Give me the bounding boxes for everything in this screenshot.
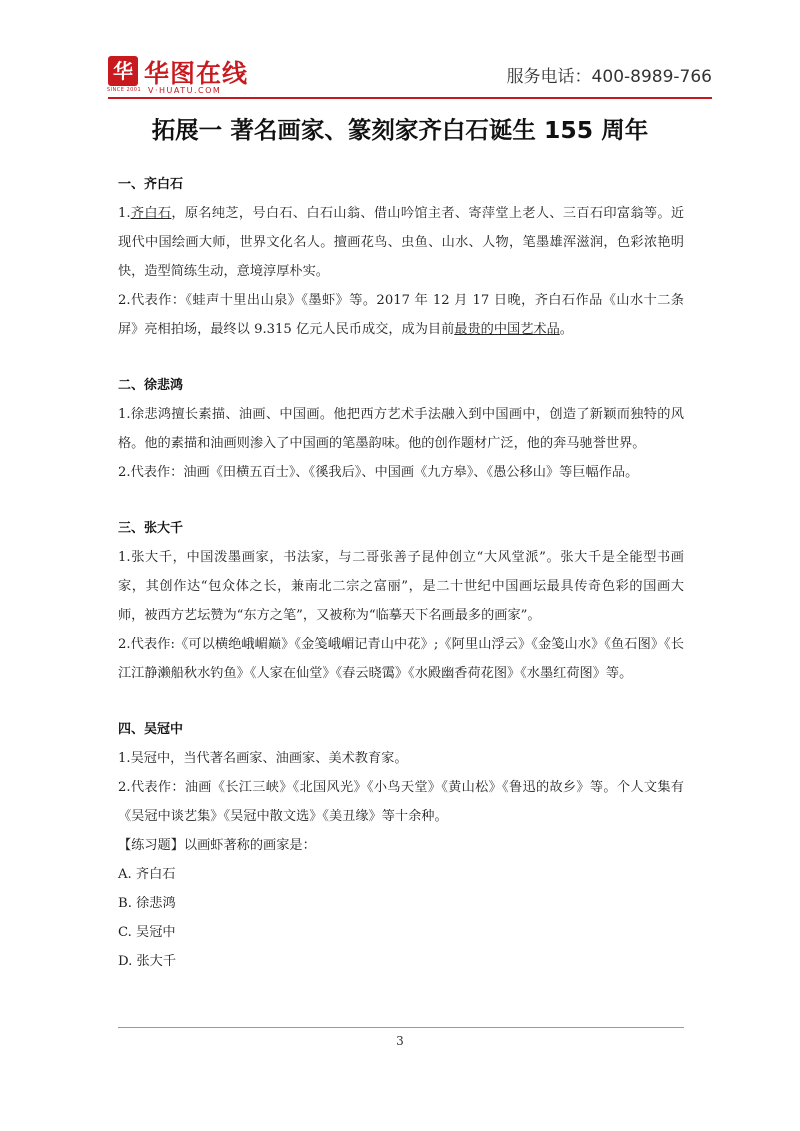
exercise-question: 【练习题】以画虾著称的画家是： [118,838,316,853]
paragraph: 2.代表作:《可以横绝峨嵋巅》《金笺峨嵋记青山中花》;《阿里山浮云》《金笺山水》《鱼石图》《长江江静濑船秋水钓鱼》《人家在仙堂》《春云晓霭》《水殿幽香荷花图》《水墨红荷图》等。 [118,637,684,681]
option-d: D. 张大千 [118,954,177,969]
paragraph: 2.代表作：油画《田横五百士》、《徯我后》、中国画《九方皋》、《愚公移山》等巨幅作品。 [118,465,639,480]
para-text: ，原名纯芝，号白石、白石山翁、借山吟馆主者、寄萍堂上老人、三百石印富翁等。近现代中国绘画大师，世界文化名人。擅画花鸟、虫鱼、山水、人物，笔墨雄浑滋润，色彩浓艳明快，造型简练生动，意境淳厚朴实。 [118,206,685,279]
para-end: 。 [559,322,573,337]
paragraph [118,286,684,344]
section-title: 一、齐白石 [118,177,184,192]
link-most-expensive-art[interactable]: 最贵的中国艺术品 [454,322,560,337]
section-qi-baishi [118,170,684,344]
paragraph: 2.代表作：油画《长江三峡》《北国风光》《小鸟天堂》《黄山松》《鲁迅的故乡》等。个人文集有《吴冠中谈艺集》《吴冠中散文选》《美丑缘》等十余种。 [118,780,684,824]
para-text: 2.代表作：《蛙声十里出山泉》《墨虾》等。2017 年 12 月 17 日晚，齐白石作品《山水十二条屏》亮相拍场，最终以 9.315 亿元人民币成交，成为目前 [118,293,684,337]
document-body [118,170,684,976]
paragraph: 1.吴冠中，当代著名画家、油画家、美术教育家。 [118,751,408,766]
section-title: 二、徐悲鸿 [118,378,184,393]
logo-url: V·HUATU.COM [148,86,222,95]
logo-name: 华图在线 [144,59,249,88]
header-divider [108,97,712,99]
page-title: 拓展一 著名画家、篆刻家齐白石诞生 155 周年 [151,116,649,144]
page-number: 3 [396,1034,404,1048]
link-qi-baishi[interactable]: 齐白石 [130,206,172,221]
option-c: C. 吴冠中 [118,925,176,940]
logo-mark-icon: 华 [108,56,138,86]
logo-since-text: SINCE 2001 [106,87,142,93]
paragraph [118,199,684,286]
option-b: B. 徐悲鸿 [118,896,176,911]
section-wu-guanzhong [118,715,684,976]
paragraph: 1.张大千，中国泼墨画家，书法家，与二哥张善子昆仲创立“大风堂派”。张大千是全能型书画家，其创作达“包众体之长，兼南北二宗之富丽”，是二十世纪中国画坛最具传奇色彩的国画大师，被西方艺坛赞为“东方之笔”，又被称为“临摹天下名画最多的画家”。 [118,550,684,623]
section-xu-beihong [118,371,684,487]
footer-divider [118,1027,684,1028]
para-prefix: 1. [118,206,131,221]
paragraph: 1.徐悲鸿擅长素描、油画、中国画。他把西方艺术手法融入到中国画中，创造了新颖而独特的风格。他的素描和油画则渗入了中国画的笔墨韵味。他的创作题材广泛，他的奔马驰誉世界。 [118,407,684,451]
section-zhang-daqian [118,514,684,688]
section-title: 三、张大千 [118,521,184,536]
page-header [108,52,712,96]
service-phone: 服务电话：400-8989-766 [506,67,712,87]
section-title: 四、吴冠中 [118,722,184,737]
option-a: A. 齐白石 [118,867,176,882]
